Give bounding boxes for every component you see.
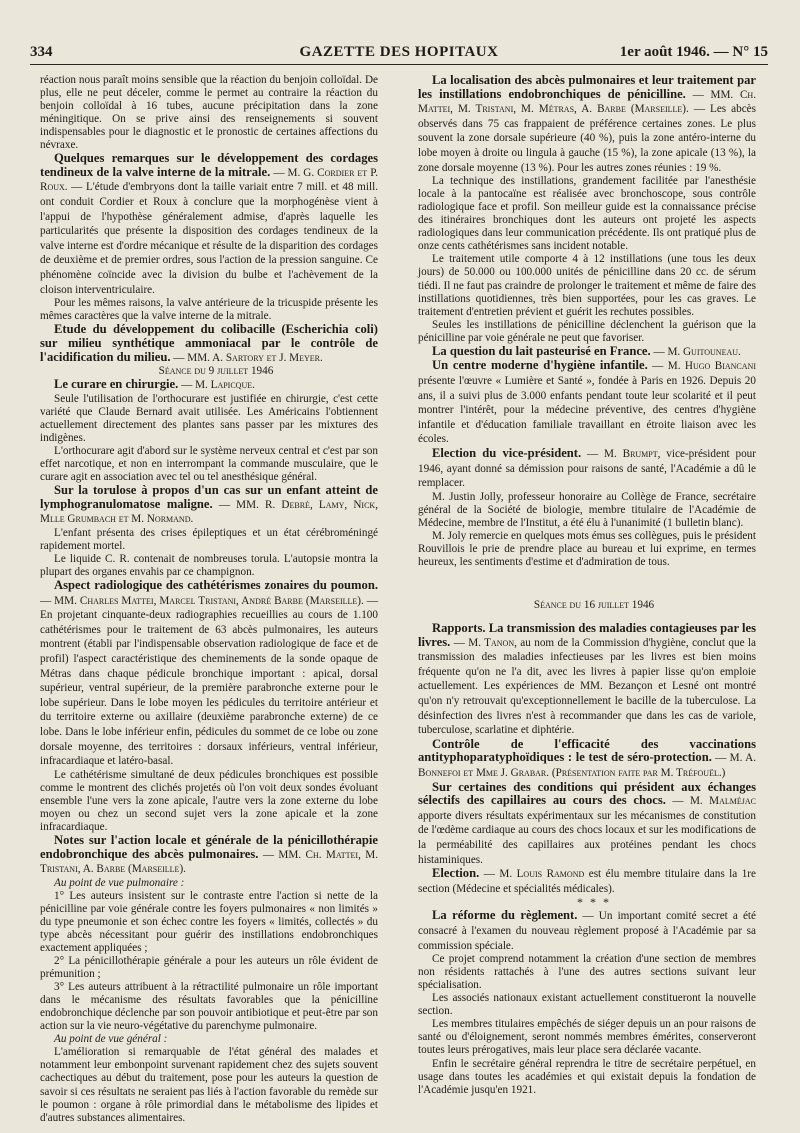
paragraph: Seule l'utilisation de l'orthocurare est justifiée en chirurgie, c'est cette variété que Claude Bernard avait utilisée. Les Américains l'obtiennent actuellement directement des plantes sans passer par les mixtures des indigènes. xyxy=(40,392,378,444)
subheading: Au point de vue pulmonaire : xyxy=(54,876,185,889)
article-heading xyxy=(40,323,378,365)
left-column xyxy=(40,74,378,1125)
article-title: La question du lait pasteurisé en France. xyxy=(432,343,651,358)
session-heading: Séance du 16 juillet 1946 xyxy=(533,598,655,611)
paragraph: — Les abcès observés dans 75 cas frappaient de préférence certaines zones. Le plus souvent la zone dorsale supérieure (40 %), puis la zone antéro-interne du lobe moyen à droite ou lingula à gauche (15 %), la zone apicale (13 %), la zone dorsale moyenne (13 %). Pour les autres zones réunies : 19 %. xyxy=(418,103,757,174)
paragraph: Enfin le secrétaire général reprendra le titre de secrétaire perpétuel, en usage dans toutes les académies et qui existait depuis la fondation de l'Académie jusqu'en 1921. xyxy=(418,1057,756,1096)
article-title: Etude du développement du colibacille (Escherichia coli) sur milieu synthétique ammoniacal par le contrôle de l'acidification du milieu. xyxy=(40,322,378,364)
article-authors: — M. Guitouneau. xyxy=(650,345,741,358)
paragraph: — En projetant cinquante-deux radiographies recueillies au cours de 1.100 cathétérismes pour le traitement de 63 abcès pulmonaires, les auteurs montrent (établi par l'indispensable observation radiologique de face et de profil) l'aspect caractéristique des cheminements de la sonde opaque de Métras dans chaque pédicule bronchique important : apical, dorsal supérieur, ventral supérieur, de la première parabronche externe pour le lobe supérieur. Dans le lobe moyen les pédicules du territoire antérieur et du territoire externe ou axillaire (deuxième parabronche externe) de ce lobe. Dans le lobe inférieur enfin, pédicules du sommet de ce lobe ou zone dorsale moyenne, des territoires : dorsaux inférieurs, ventral inférieur, infracardiaque et latéro-basal. xyxy=(40,594,379,768)
paragraph: La technique des instillations, grandement facilitée par l'anesthésie locale à la pantocaïne est réalisée avec bronchoscope, sous contrôle radiologique face et profil. Son meilleur guide est la connaissance précise des itinéraires bronchiques dont les auteurs ont projeté les aspects radiologiques dans leur communication précédente. Ils ont pratiqué plus de onze cents cathétérismes sans incident notable. xyxy=(418,175,756,253)
page-header xyxy=(30,40,768,65)
article-authors: — M. Malméjac xyxy=(665,795,756,808)
paragraph: apporte divers résultats expérimentaux sur les mécanismes de constitution de l'œdème cardiaque au cours des chocs locaux et sur les modifications de la perméabilité des capillaires aux protéines pendant les chocs histaminiques. xyxy=(418,809,756,866)
paragraph: 3° Les auteurs attribuent à la rétractilité pulmonaire un rôle important dans le mécanisme des résultats favorables que la pénicilline endobronchique déclenche par son pouvoir antibiotique et peut-être par son action sur la vie neuro-végétative du parenchyme pulmonaire. xyxy=(40,981,378,1033)
article-heading xyxy=(418,359,756,447)
article-authors: — M. Hugo Biancani xyxy=(647,360,756,373)
paragraph: 1° Les auteurs insistent sur le contraste entre l'action si nette de la pénicilline par voie générale contre les foyers pulmonaires « non limités » du type pneumonie et son échec contre les foyers « limités, collectés » du type abcès nécessitant pour guérir des instillations endobronchiques exactement appliquées ; xyxy=(40,889,378,954)
paragraph: Les membres titulaires empêchés de siéger depuis un an pour raisons de santé ou d'éloignement, seront nommés membres émérites, conserveront toutes leurs prérogatives, mais leur place sera déclarée vacante. xyxy=(418,1018,756,1057)
article-title: Sur la torulose à propos d'un cas sur un enfant atteint de lymphogranulomatose maligne. xyxy=(40,483,378,511)
article-title: Election. xyxy=(432,866,480,881)
article-title: La réforme du règlement. xyxy=(432,908,578,923)
paragraph: au nom de la Commission d'hygiène, conclut que la transmission des maladies infectieuses par les livres est bien moins fréquente qu'on ne l'a dit, avec les livres à papier lisse qu'on emploie actuellement. Les expériences de MM. Bezançon et Lesné ont montré qu'on n'y retrouvait qu'exceptionnellement le bacille de la tuberculose. La désinfection des livres n'est à recommander que dans les cas de variole, tuberculose, scarlatine et diphtérie. xyxy=(418,636,756,737)
paragraph: Ce projet comprend notamment la création d'une section de membres non résidents rattachés à l'une des autres sections suivant leur spécialisation. xyxy=(418,953,756,992)
paragraph: — Un important comité secret a été consacré à l'examen du nouveau règlement proposé à l'Académie par sa commission spéciale. xyxy=(418,910,756,952)
paragraph: réaction nous paraît moins sensible que la réaction du benjoin colloïdal. De plus, elle ne peut déceler, comme le permet au contraire la réaction du benjoin colloïdal à 16 tubes, aucune précipitation dans la zone méningitique. On se prive ainsi des renseignements si souvent indispensables pour le diagnostic et le pronostic de certaines affections du névraxe. xyxy=(40,74,378,152)
article-title: Election du vice-président. xyxy=(432,445,582,460)
section-separator: * * * xyxy=(577,895,611,910)
article-title: Aspect radiologique des cathétérismes zonaires du poumon. xyxy=(54,578,378,593)
paragraph: L'amélioration si remarquable de l'état général des malades et notamment leur embonpoint survenant rapidement chez des sujets souvent cachectiques au début du traitement, pose pour les auteurs la question de savoir si ces résultats ne seraient pas liés à l'action favorable du remède sur le poumon : organe à rôle primordial dans le métabolisme des lipides et d'autres substances alimentaires. xyxy=(40,1046,378,1124)
journal-title: GAZETTE DES HOPITAUX xyxy=(299,44,499,60)
article-authors: — MM. A. Sartory et J. Meyer. xyxy=(170,351,323,364)
paragraph: 2° La pénicillothérapie générale a pour les auteurs un rôle évident de prémunition ; xyxy=(40,955,378,981)
article-authors: — M. A. Bonnefoi et Mme J. Grabar. (Présentation faite par M. Tréfouël.) xyxy=(418,752,756,779)
article-title: Sur certaines des conditions qui président aux échanges sélectifs des capillaires au cours des chocs. xyxy=(418,779,756,808)
paragraph: M. Justin Jolly, professeur honoraire au Collège de France, secrétaire général de la Société de biologie, membre titulaire de l'Académie de Médecine, membre de l'Institut, a été élu à l'unanimité (1 bulletin blanc). xyxy=(418,490,756,529)
article-heading xyxy=(418,867,756,896)
issue-date: 1er août 1946. — N° 15 xyxy=(619,44,768,60)
paragraph: Le liquide C. R. contenait de nombreuses torula. L'autopsie montra la plupart des organes envahis par ce champignon. xyxy=(40,552,378,578)
paragraph: M. Joly remercie en quelques mots émus ses collègues, puis le président Rouvillois le prie de prendre place au bureau et lui exprime, en termes heureux, les sentiments d'estime et d'admiration de tous. xyxy=(418,529,756,568)
session-heading: Séance du 9 juillet 1946 xyxy=(158,365,274,378)
article-title: Un centre moderne d'hygiène infantile. xyxy=(432,358,648,373)
article-authors: — MM. Charles Mattei, Marcel Tristani, André Barbe (Marseille). xyxy=(40,594,364,607)
article-heading xyxy=(418,345,756,360)
article-heading xyxy=(40,579,378,769)
paragraph: Le traitement utile comporte 4 à 12 instillations (une tous les deux jours) de 50.000 ou 100.000 unités de pénicilline dans 20 cc. de sérum tiédi. Il ne faut pas craindre de prolonger le traitement et même de faire des instillations quotidiennes, très bien supportées, pour les cas graves. Le traitement d'entretien prévient et guérit les rechutes possibles. xyxy=(418,253,756,318)
article-authors: — M. Tanon, xyxy=(450,636,517,649)
article-authors: — MM. Ch. Mattei, M. Tristani, M. Métras, A. Barbe (Marseille). xyxy=(418,88,756,116)
paragraph: Pour les mêmes raisons, la valve antérieure de la tricuspide présente les mêmes caractères que la valve interne de la mitrale. xyxy=(40,297,378,323)
paragraph: — L'étude d'embryons dont la taille variait entre 7 mill. et 48 mill. ont conduit Cordier et Roux à conclure que la morphogénèse vient à l'appui de l'hypothèse généralement admise, d'après laquelle les particularités que présente la disposition des cordages tendineux de la valve interne est d'ordre mécanique et résulte de la disparition des cordages de deuxième et de premier ordres, sous l'action de la pression sanguine. Ce phénomène coïncide avec la division du bulbe et l'achèvement de la cloison interventriculaire. xyxy=(40,181,378,296)
article-title: Quelques remarques sur le développement des cordages tendineux de la valve interne de la mitrale. xyxy=(40,151,378,179)
page-number: 334 xyxy=(30,44,53,60)
paragraph: est élu membre titulaire dans la 1re section (Médecine et spécialités médicales). xyxy=(418,868,756,895)
article-authors: — M. Brumpt, xyxy=(581,447,661,460)
article-heading xyxy=(40,152,378,297)
article-heading xyxy=(40,484,378,527)
article-heading xyxy=(40,834,378,877)
paragraph: Seules les instillations de pénicilline déclenchent la guérison que la pénicilline par voie générale ne peut que favoriser. xyxy=(418,318,756,344)
article-heading xyxy=(418,74,756,175)
article-authors: — M. G. Cordier et P. Roux. xyxy=(40,166,378,194)
article-authors: — MM. Ch. Mattei, M. Tristani, A. Barbe (Marseille). xyxy=(40,848,379,876)
paragraph: L'enfant présenta des crises épileptiques et un état cérébroméningé rapidement mortel. xyxy=(40,526,378,552)
article-heading xyxy=(418,622,756,738)
right-column xyxy=(418,74,756,1097)
article-title: Contrôle de l'efficacité des vaccinations antityphoparatyphoïdiques : le test de séro-protection. xyxy=(418,736,756,765)
article-heading xyxy=(418,909,756,953)
article-heading xyxy=(418,738,756,781)
paragraph: L'orthocurare agit d'abord sur le système nerveux central et c'est par son effet narcotique, et non en interrompant la commande musculaire, que le curare agit en association avec tel ou tel anesthésique général. xyxy=(40,444,378,484)
article-title: La localisation des abcès pulmonaires et leur traitement par les instillations endobronchiques de pénicilline. xyxy=(418,73,756,101)
paragraph: Les associés nationaux existant actuellement constitueront la nouvelle section. xyxy=(418,992,756,1018)
subheading: Au point de vue général : xyxy=(54,1033,168,1046)
article-title: Rapports. La transmission des maladies contagieuses par les livres. xyxy=(418,621,756,649)
article-heading xyxy=(418,781,756,868)
article-authors: — MM. R. Debré, Lamy, Nick, Mlle Grumbach et M. Normand. xyxy=(40,498,378,526)
article-title: Notes sur l'action locale et générale de la pénicillothérapie endobronchique des abcès pulmonaires. xyxy=(40,832,378,861)
article-heading xyxy=(418,447,756,491)
article-heading xyxy=(40,378,378,393)
article-authors: — M. Lapicque. xyxy=(178,379,255,392)
paragraph: vice-président pour 1946, ayant donné sa démission pour raisons de santé, l'Académie a dû le remplacer. xyxy=(418,447,756,490)
paragraph: Le cathétérisme simultané de deux pédicules bronchiques est possible comme le montrent des clichés projetés où l'on voit deux sondes évoluant ensemble l'une vers la zone apicale, l'autre vers la zone externe du lobe moyen ou chez un second sujet vers la zone apicale et la zone infracardiaque. xyxy=(40,768,378,833)
article-authors: — M. Louis Ramond xyxy=(479,868,585,881)
paragraph: présente l'œuvre « Lumière et Santé », fondée à Paris en 1926. Depuis 20 ans, il a suivi plus de 3.000 enfants pendant toute leur scolarité et il peut montrer l'intérêt, pour la médecine préventive, des centres d'hygiène infantile et d'éducation familiale travaillant en étroite liaison avec les écoles. xyxy=(418,374,756,446)
article-title: Le curare en chirurgie. xyxy=(54,377,179,392)
